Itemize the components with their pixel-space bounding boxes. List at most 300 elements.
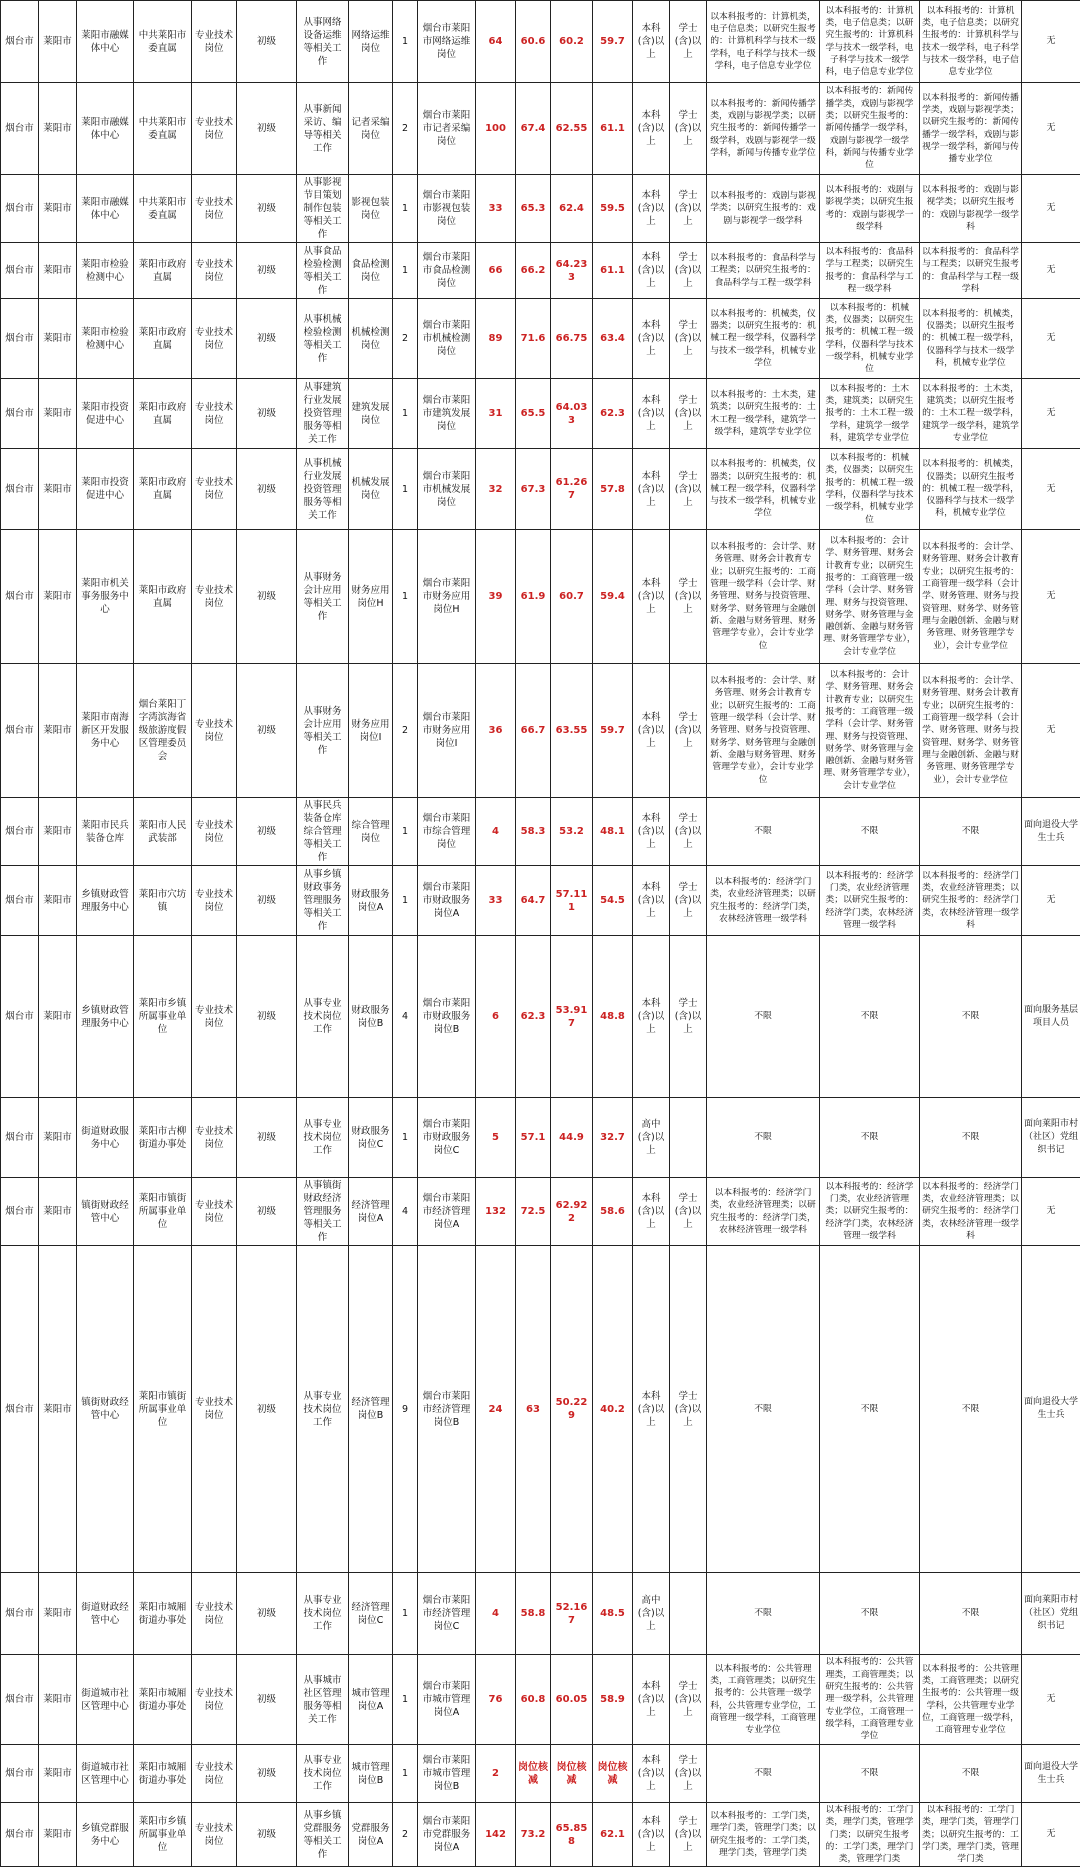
major-req-cell-1: 不限 bbox=[707, 1745, 820, 1803]
table-row bbox=[1, 1, 1080, 83]
applicants-cell: 100 bbox=[476, 83, 516, 175]
post-cell: 财政服务岗位C bbox=[349, 1098, 393, 1178]
average-score-cell: 岗位核减 bbox=[551, 1745, 593, 1803]
post-cell: 财政服务岗位A bbox=[349, 866, 393, 936]
major-req-cell-2: 以本科报考的：工学门类，理学门类，管理学门类；以研究生报考的：工学门类，理学门类，管理学门类 bbox=[820, 1803, 920, 1867]
major-req-cell-3: 以本科报考的：食品科学与工程类；以研究生报考的：食品科学与工程一级学科 bbox=[920, 243, 1022, 299]
county-cell: 莱阳市 bbox=[39, 299, 77, 379]
table-row bbox=[1, 1098, 1080, 1178]
major-req-cell-2: 以本科报考的：机械类，仪器类；以研究生报考的：机械工程一级学科，仪器科学与技术一级学科，机械专业学位 bbox=[820, 449, 920, 530]
note-cell: 无 bbox=[1022, 1178, 1080, 1246]
table-row bbox=[1, 83, 1080, 175]
lowest-score-cell: 59.4 bbox=[593, 530, 633, 664]
education-cell: 本科(含)以上 bbox=[633, 1178, 670, 1246]
applicants-cell: 32 bbox=[476, 449, 516, 530]
average-score-cell: 62.4 bbox=[551, 175, 593, 243]
highest-score-cell: 73.2 bbox=[516, 1803, 551, 1867]
post-code-cell: 烟台市莱阳市城市管理岗位B bbox=[418, 1745, 476, 1803]
applicants-cell: 39 bbox=[476, 530, 516, 664]
level-cell: 初级 bbox=[237, 1745, 297, 1803]
education-cell: 本科(含)以上 bbox=[633, 530, 670, 664]
unit-cell: 乡镇财政管理服务中心 bbox=[77, 866, 134, 936]
quota-cell: 2 bbox=[393, 83, 418, 175]
major-req-cell-1: 不限 bbox=[707, 1246, 820, 1573]
major-req-cell-3: 以本科报考的：经济学门类，农业经济管理类；以研究生报考的：经济学门类，农林经济管理一级学科 bbox=[920, 866, 1022, 936]
applicants-cell: 31 bbox=[476, 379, 516, 449]
average-score-cell: 62.55 bbox=[551, 83, 593, 175]
major-req-cell-2: 以本科报考的：计算机类，电子信息类；以研究生报考的：计算机科学与技术一级学科，电子科学与技术一级学科，电子信息专业学位 bbox=[820, 1, 920, 83]
table-row bbox=[1, 664, 1080, 798]
city-cell: 烟台市 bbox=[1, 1178, 39, 1246]
table-row bbox=[1, 530, 1080, 664]
duty-cell: 从事机械检验检测等相关工作 bbox=[297, 299, 349, 379]
quota-cell: 1 bbox=[393, 530, 418, 664]
post-code-cell: 烟台市莱阳市财政服务岗位A bbox=[418, 866, 476, 936]
quota-cell: 2 bbox=[393, 664, 418, 798]
post-cell: 党群服务岗位A bbox=[349, 1803, 393, 1867]
city-cell: 烟台市 bbox=[1, 83, 39, 175]
category-cell: 专业技术岗位 bbox=[192, 1098, 237, 1178]
highest-score-cell: 65.5 bbox=[516, 379, 551, 449]
average-score-cell: 64.233 bbox=[551, 243, 593, 299]
education-cell: 本科(含)以上 bbox=[633, 1246, 670, 1573]
degree-cell: 学士(含)以上 bbox=[670, 866, 707, 936]
table-row bbox=[1, 449, 1080, 530]
education-cell: 本科(含)以上 bbox=[633, 83, 670, 175]
applicants-cell: 5 bbox=[476, 1098, 516, 1178]
category-cell: 专业技术岗位 bbox=[192, 936, 237, 1098]
average-score-cell: 60.05 bbox=[551, 1655, 593, 1745]
county-cell: 莱阳市 bbox=[39, 1, 77, 83]
applicants-cell: 142 bbox=[476, 1803, 516, 1867]
county-cell: 莱阳市 bbox=[39, 1178, 77, 1246]
table-row bbox=[1, 1246, 1080, 1573]
supervisor-cell: 莱阳市人民武装部 bbox=[134, 798, 192, 866]
category-cell: 专业技术岗位 bbox=[192, 664, 237, 798]
post-code-cell: 烟台市莱阳市经济管理岗位A bbox=[418, 1178, 476, 1246]
county-cell: 莱阳市 bbox=[39, 1573, 77, 1655]
county-cell: 莱阳市 bbox=[39, 866, 77, 936]
level-cell: 初级 bbox=[237, 175, 297, 243]
post-code-cell: 烟台市莱阳市影视包装岗位 bbox=[418, 175, 476, 243]
average-score-cell: 60.2 bbox=[551, 1, 593, 83]
education-cell: 本科(含)以上 bbox=[633, 175, 670, 243]
duty-cell: 从事专业技术岗位工作 bbox=[297, 1745, 349, 1803]
note-cell: 无 bbox=[1022, 1, 1080, 83]
note-cell: 无 bbox=[1022, 83, 1080, 175]
lowest-score-cell: 62.1 bbox=[593, 1803, 633, 1867]
post-code-cell: 烟台市莱阳市城市管理岗位A bbox=[418, 1655, 476, 1745]
lowest-score-cell: 63.4 bbox=[593, 299, 633, 379]
major-req-cell-1: 以本科报考的：公共管理类，工商管理类；以研究生报考的：公共管理一级学科，公共管理专业学位，工商管理一级学科，工商管理专业学位 bbox=[707, 1655, 820, 1745]
degree-cell: 学士(含)以上 bbox=[670, 1178, 707, 1246]
unit-cell: 莱阳市投资促进中心 bbox=[77, 449, 134, 530]
post-cell: 经济管理岗位B bbox=[349, 1246, 393, 1573]
level-cell: 初级 bbox=[237, 1, 297, 83]
lowest-score-cell: 59.7 bbox=[593, 1, 633, 83]
city-cell: 烟台市 bbox=[1, 449, 39, 530]
supervisor-cell: 莱阳市乡镇所属事业单位 bbox=[134, 1803, 192, 1867]
county-cell: 莱阳市 bbox=[39, 1745, 77, 1803]
lowest-score-cell: 54.5 bbox=[593, 866, 633, 936]
post-code-cell: 烟台市莱阳市党群服务岗位A bbox=[418, 1803, 476, 1867]
duty-cell: 从事专业技术岗位工作 bbox=[297, 1573, 349, 1655]
quota-cell: 2 bbox=[393, 1803, 418, 1867]
quota-cell: 1 bbox=[393, 243, 418, 299]
note-cell: 无 bbox=[1022, 1655, 1080, 1745]
quota-cell: 1 bbox=[393, 798, 418, 866]
duty-cell: 从事城市社区管理服务等相关工作 bbox=[297, 1655, 349, 1745]
post-code-cell: 烟台市莱阳市经济管理岗位B bbox=[418, 1246, 476, 1573]
supervisor-cell: 莱阳市乡镇所属事业单位 bbox=[134, 936, 192, 1098]
duty-cell: 从事食品检验检测等相关工作 bbox=[297, 243, 349, 299]
duty-cell: 从事乡镇财政事务管理服务等相关工作 bbox=[297, 866, 349, 936]
unit-cell: 莱阳市融媒体中心 bbox=[77, 1, 134, 83]
highest-score-cell: 64.7 bbox=[516, 866, 551, 936]
unit-cell: 街道财政经管中心 bbox=[77, 1573, 134, 1655]
applicants-cell: 64 bbox=[476, 1, 516, 83]
degree-cell: 学士(含)以上 bbox=[670, 1, 707, 83]
county-cell: 莱阳市 bbox=[39, 1655, 77, 1745]
table-row bbox=[1, 866, 1080, 936]
table-row bbox=[1, 379, 1080, 449]
applicants-cell: 33 bbox=[476, 175, 516, 243]
major-req-cell-3: 以本科报考的：戏剧与影视学类；以研究生报考的：戏剧与影视学一级学科 bbox=[920, 175, 1022, 243]
level-cell: 初级 bbox=[237, 243, 297, 299]
category-cell: 专业技术岗位 bbox=[192, 1178, 237, 1246]
average-score-cell: 44.9 bbox=[551, 1098, 593, 1178]
unit-cell: 莱阳市检验检测中心 bbox=[77, 243, 134, 299]
degree-cell bbox=[670, 1573, 707, 1655]
county-cell: 莱阳市 bbox=[39, 175, 77, 243]
major-req-cell-1: 以本科报考的：戏剧与影视学类；以研究生报考的：戏剧与影视学一级学科 bbox=[707, 175, 820, 243]
note-cell: 无 bbox=[1022, 175, 1080, 243]
duty-cell: 从事专业技术岗位工作 bbox=[297, 1098, 349, 1178]
education-cell: 高中(含)以上 bbox=[633, 1098, 670, 1178]
highest-score-cell: 67.4 bbox=[516, 83, 551, 175]
highest-score-cell: 58.8 bbox=[516, 1573, 551, 1655]
education-cell: 本科(含)以上 bbox=[633, 936, 670, 1098]
major-req-cell-2: 以本科报考的：新闻传播学类，戏剧与影视学类；以研究生报考的：新闻传播学一级学科，戏剧与影视学一级学科，新闻与传播专业学位 bbox=[820, 83, 920, 175]
post-code-cell: 烟台市莱阳市经济管理岗位C bbox=[418, 1573, 476, 1655]
category-cell: 专业技术岗位 bbox=[192, 798, 237, 866]
unit-cell: 乡镇财政管理服务中心 bbox=[77, 936, 134, 1098]
lowest-score-cell: 61.1 bbox=[593, 243, 633, 299]
county-cell: 莱阳市 bbox=[39, 379, 77, 449]
post-code-cell: 烟台市莱阳市财政服务岗位C bbox=[418, 1098, 476, 1178]
major-req-cell-3: 以本科报考的：新闻传播学类，戏剧与影视学类；以研究生报考的：新闻传播学一级学科，戏剧与影视学一级学科，新闻与传播专业学位 bbox=[920, 83, 1022, 175]
level-cell: 初级 bbox=[237, 449, 297, 530]
degree-cell bbox=[670, 1098, 707, 1178]
category-cell: 专业技术岗位 bbox=[192, 83, 237, 175]
quota-cell: 9 bbox=[393, 1246, 418, 1573]
supervisor-cell: 烟台莱阳丁字湾滨海省级旅游度假区管理委员会 bbox=[134, 664, 192, 798]
degree-cell: 学士(含)以上 bbox=[670, 798, 707, 866]
post-cell: 机械检测岗位 bbox=[349, 299, 393, 379]
post-code-cell: 烟台市莱阳市食品检测岗位 bbox=[418, 243, 476, 299]
level-cell: 初级 bbox=[237, 1246, 297, 1573]
level-cell: 初级 bbox=[237, 83, 297, 175]
major-req-cell-2: 不限 bbox=[820, 936, 920, 1098]
major-req-cell-3: 以本科报考的：工学门类，理学门类，管理学门类；以研究生报考的：工学门类，理学门类，管理学门类 bbox=[920, 1803, 1022, 1867]
post-cell: 城市管理岗位A bbox=[349, 1655, 393, 1745]
lowest-score-cell: 48.8 bbox=[593, 936, 633, 1098]
major-req-cell-2: 不限 bbox=[820, 798, 920, 866]
post-cell: 影视包装岗位 bbox=[349, 175, 393, 243]
city-cell: 烟台市 bbox=[1, 1803, 39, 1867]
major-req-cell-2: 不限 bbox=[820, 1246, 920, 1573]
city-cell: 烟台市 bbox=[1, 530, 39, 664]
highest-score-cell: 60.6 bbox=[516, 1, 551, 83]
post-code-cell: 烟台市莱阳市记者采编岗位 bbox=[418, 83, 476, 175]
highest-score-cell: 57.1 bbox=[516, 1098, 551, 1178]
note-cell: 无 bbox=[1022, 379, 1080, 449]
note-cell: 无 bbox=[1022, 299, 1080, 379]
supervisor-cell: 莱阳市镇街所属事业单位 bbox=[134, 1246, 192, 1573]
supervisor-cell: 莱阳市政府直属 bbox=[134, 243, 192, 299]
average-score-cell: 63.55 bbox=[551, 664, 593, 798]
quota-cell: 1 bbox=[393, 1745, 418, 1803]
quota-cell: 1 bbox=[393, 1098, 418, 1178]
major-req-cell-3: 以本科报考的：机械类，仪器类；以研究生报考的：机械工程一级学科，仪器科学与技术一级学科，机械专业学位 bbox=[920, 449, 1022, 530]
major-req-cell-1: 以本科报考的：计算机类，电子信息类；以研究生报考的：计算机科学与技术一级学科，电子科学与技术一级学科，电子信息专业学位 bbox=[707, 1, 820, 83]
level-cell: 初级 bbox=[237, 866, 297, 936]
post-cell: 财务应用岗位H bbox=[349, 530, 393, 664]
highest-score-cell: 63 bbox=[516, 1246, 551, 1573]
unit-cell: 莱阳市融媒体中心 bbox=[77, 83, 134, 175]
category-cell: 专业技术岗位 bbox=[192, 1573, 237, 1655]
unit-cell: 街道财政服务中心 bbox=[77, 1098, 134, 1178]
highest-score-cell: 65.3 bbox=[516, 175, 551, 243]
education-cell: 本科(含)以上 bbox=[633, 664, 670, 798]
degree-cell: 学士(含)以上 bbox=[670, 1246, 707, 1573]
supervisor-cell: 莱阳市镇街所属事业单位 bbox=[134, 1178, 192, 1246]
degree-cell: 学士(含)以上 bbox=[670, 530, 707, 664]
category-cell: 专业技术岗位 bbox=[192, 530, 237, 664]
unit-cell: 莱阳市南海新区开发服务中心 bbox=[77, 664, 134, 798]
average-score-cell: 53.2 bbox=[551, 798, 593, 866]
highest-score-cell: 岗位核减 bbox=[516, 1745, 551, 1803]
city-cell: 烟台市 bbox=[1, 243, 39, 299]
major-req-cell-2: 以本科报考的：戏剧与影视学类；以研究生报考的：戏剧与影视学一级学科 bbox=[820, 175, 920, 243]
supervisor-cell: 莱阳市城厢街道办事处 bbox=[134, 1745, 192, 1803]
post-cell: 建筑发展岗位 bbox=[349, 379, 393, 449]
city-cell: 烟台市 bbox=[1, 1, 39, 83]
highest-score-cell: 61.9 bbox=[516, 530, 551, 664]
table-row bbox=[1, 1573, 1080, 1655]
applicants-cell: 33 bbox=[476, 866, 516, 936]
education-cell: 本科(含)以上 bbox=[633, 299, 670, 379]
duty-cell: 从事乡镇党群服务等相关工作 bbox=[297, 1803, 349, 1867]
supervisor-cell: 莱阳市政府直属 bbox=[134, 449, 192, 530]
post-cell: 城市管理岗位B bbox=[349, 1745, 393, 1803]
post-cell: 食品检测岗位 bbox=[349, 243, 393, 299]
county-cell: 莱阳市 bbox=[39, 449, 77, 530]
average-score-cell: 62.922 bbox=[551, 1178, 593, 1246]
post-cell: 综合管理岗位 bbox=[349, 798, 393, 866]
major-req-cell-1: 以本科报考的：会计学、财务管理、财务会计教育专业；以研究生报考的：工商管理一级学科（会计学、财务管理、财务与投资管理、财务学、财务管理与金融创新、金融与财务管理、财务管理学专业），会计专业学位 bbox=[707, 664, 820, 798]
note-cell: 面向退役大学生士兵 bbox=[1022, 1246, 1080, 1573]
table-row bbox=[1, 1803, 1080, 1867]
applicants-cell: 66 bbox=[476, 243, 516, 299]
post-cell: 经济管理岗位A bbox=[349, 1178, 393, 1246]
category-cell: 专业技术岗位 bbox=[192, 379, 237, 449]
city-cell: 烟台市 bbox=[1, 1098, 39, 1178]
major-req-cell-3: 不限 bbox=[920, 1246, 1022, 1573]
highest-score-cell: 66.7 bbox=[516, 664, 551, 798]
level-cell: 初级 bbox=[237, 379, 297, 449]
table-row bbox=[1, 299, 1080, 379]
duty-cell: 从事民兵装备仓库综合管理等相关工作 bbox=[297, 798, 349, 866]
lowest-score-cell: 59.7 bbox=[593, 664, 633, 798]
major-req-cell-3: 以本科报考的：会计学、财务管理、财务会计教育专业；以研究生报考的：工商管理一级学科（会计学、财务管理、财务与投资管理、财务学、财务管理与金融创新、金融与财务管理、财务管理学专业），会计专业学位 bbox=[920, 530, 1022, 664]
highest-score-cell: 67.3 bbox=[516, 449, 551, 530]
major-req-cell-2: 以本科报考的：机械类，仪器类；以研究生报考的：机械工程一级学科，仪器科学与技术一级学科，机械专业学位 bbox=[820, 299, 920, 379]
major-req-cell-2: 以本科报考的：经济学门类，农业经济管理类；以研究生报考的：经济学门类，农林经济管理一级学科 bbox=[820, 1178, 920, 1246]
category-cell: 专业技术岗位 bbox=[192, 175, 237, 243]
county-cell: 莱阳市 bbox=[39, 936, 77, 1098]
unit-cell: 镇街财政经管中心 bbox=[77, 1178, 134, 1246]
county-cell: 莱阳市 bbox=[39, 1246, 77, 1573]
education-cell: 本科(含)以上 bbox=[633, 449, 670, 530]
quota-cell: 4 bbox=[393, 936, 418, 1098]
duty-cell: 从事机械行业发展投资管理服务等相关工作 bbox=[297, 449, 349, 530]
duty-cell: 从事网络设备运维等相关工作 bbox=[297, 1, 349, 83]
quota-cell: 1 bbox=[393, 866, 418, 936]
table-row bbox=[1, 1745, 1080, 1803]
lowest-score-cell: 59.5 bbox=[593, 175, 633, 243]
post-code-cell: 烟台市莱阳市财务应用岗位I bbox=[418, 664, 476, 798]
supervisor-cell: 莱阳市城厢街道办事处 bbox=[134, 1655, 192, 1745]
note-cell: 无 bbox=[1022, 866, 1080, 936]
unit-cell: 莱阳市投资促进中心 bbox=[77, 379, 134, 449]
county-cell: 莱阳市 bbox=[39, 1098, 77, 1178]
county-cell: 莱阳市 bbox=[39, 83, 77, 175]
post-cell: 机械发展岗位 bbox=[349, 449, 393, 530]
supervisor-cell: 中共莱阳市委直属 bbox=[134, 83, 192, 175]
average-score-cell: 57.111 bbox=[551, 866, 593, 936]
major-req-cell-3: 不限 bbox=[920, 936, 1022, 1098]
degree-cell: 学士(含)以上 bbox=[670, 664, 707, 798]
major-req-cell-3: 以本科报考的：经济学门类，农业经济管理类；以研究生报考的：经济学门类，农林经济管理一级学科 bbox=[920, 1178, 1022, 1246]
major-req-cell-1: 不限 bbox=[707, 1573, 820, 1655]
county-cell: 莱阳市 bbox=[39, 1803, 77, 1867]
category-cell: 专业技术岗位 bbox=[192, 299, 237, 379]
degree-cell: 学士(含)以上 bbox=[670, 83, 707, 175]
major-req-cell-3: 不限 bbox=[920, 1573, 1022, 1655]
lowest-score-cell: 57.8 bbox=[593, 449, 633, 530]
lowest-score-cell: 48.5 bbox=[593, 1573, 633, 1655]
county-cell: 莱阳市 bbox=[39, 530, 77, 664]
degree-cell: 学士(含)以上 bbox=[670, 1745, 707, 1803]
quota-cell: 1 bbox=[393, 379, 418, 449]
average-score-cell: 65.858 bbox=[551, 1803, 593, 1867]
category-cell: 专业技术岗位 bbox=[192, 449, 237, 530]
table-row bbox=[1, 175, 1080, 243]
major-req-cell-2: 以本科报考的：会计学、财务管理、财务会计教育专业；以研究生报考的：工商管理一级学科（会计学、财务管理、财务与投资管理、财务学、财务管理与金融创新、金融与财务管理、财务管理学专业），会计专业学位 bbox=[820, 664, 920, 798]
category-cell: 专业技术岗位 bbox=[192, 243, 237, 299]
applicants-cell: 76 bbox=[476, 1655, 516, 1745]
duty-cell: 从事专业技术岗位工作 bbox=[297, 1246, 349, 1573]
major-req-cell-2: 不限 bbox=[820, 1573, 920, 1655]
applicants-cell: 24 bbox=[476, 1246, 516, 1573]
level-cell: 初级 bbox=[237, 1098, 297, 1178]
lowest-score-cell: 40.2 bbox=[593, 1246, 633, 1573]
average-score-cell: 50.229 bbox=[551, 1246, 593, 1573]
education-cell: 本科(含)以上 bbox=[633, 1655, 670, 1745]
quota-cell: 4 bbox=[393, 1178, 418, 1246]
major-req-cell-1: 以本科报考的：土木类，建筑类；以研究生报考的：土木工程一级学科，建筑学一级学科，建筑学专业学位 bbox=[707, 379, 820, 449]
lowest-score-cell: 48.1 bbox=[593, 798, 633, 866]
category-cell: 专业技术岗位 bbox=[192, 1803, 237, 1867]
average-score-cell: 61.267 bbox=[551, 449, 593, 530]
quota-cell: 1 bbox=[393, 1, 418, 83]
degree-cell: 学士(含)以上 bbox=[670, 449, 707, 530]
unit-cell: 莱阳市民兵装备仓库 bbox=[77, 798, 134, 866]
major-req-cell-2: 不限 bbox=[820, 1745, 920, 1803]
lowest-score-cell: 岗位核减 bbox=[593, 1745, 633, 1803]
degree-cell: 学士(含)以上 bbox=[670, 1655, 707, 1745]
major-req-cell-3: 以本科报考的：会计学、财务管理、财务会计教育专业；以研究生报考的：工商管理一级学科（会计学、财务管理、财务与投资管理、财务学、财务管理与金融创新、金融与财务管理、财务管理学专业），会计专业学位 bbox=[920, 664, 1022, 798]
major-req-cell-1: 以本科报考的：机械类，仪器类；以研究生报考的：机械工程一级学科，仪器科学与技术一级学科，机械专业学位 bbox=[707, 299, 820, 379]
category-cell: 专业技术岗位 bbox=[192, 1, 237, 83]
highest-score-cell: 72.5 bbox=[516, 1178, 551, 1246]
lowest-score-cell: 58.9 bbox=[593, 1655, 633, 1745]
education-cell: 本科(含)以上 bbox=[633, 379, 670, 449]
quota-cell: 1 bbox=[393, 449, 418, 530]
applicants-cell: 4 bbox=[476, 798, 516, 866]
major-req-cell-1: 以本科报考的：机械类，仪器类；以研究生报考的：机械工程一级学科，仪器科学与技术一级学科，机械专业学位 bbox=[707, 449, 820, 530]
duty-cell: 从事财务会计应用等相关工作 bbox=[297, 530, 349, 664]
education-cell: 本科(含)以上 bbox=[633, 866, 670, 936]
post-code-cell: 烟台市莱阳市财务应用岗位H bbox=[418, 530, 476, 664]
unit-cell: 莱阳市机关事务服务中心 bbox=[77, 530, 134, 664]
city-cell: 烟台市 bbox=[1, 175, 39, 243]
average-score-cell: 66.75 bbox=[551, 299, 593, 379]
supervisor-cell: 中共莱阳市委直属 bbox=[134, 175, 192, 243]
level-cell: 初级 bbox=[237, 664, 297, 798]
quota-cell: 1 bbox=[393, 1573, 418, 1655]
city-cell: 烟台市 bbox=[1, 798, 39, 866]
major-req-cell-2: 不限 bbox=[820, 1098, 920, 1178]
table-row bbox=[1, 798, 1080, 866]
major-req-cell-2: 以本科报考的：经济学门类，农业经济管理类；以研究生报考的：经济学门类，农林经济管理一级学科 bbox=[820, 866, 920, 936]
note-cell: 面向退役大学生士兵 bbox=[1022, 1745, 1080, 1803]
post-code-cell: 烟台市莱阳市建筑发展岗位 bbox=[418, 379, 476, 449]
duty-cell: 从事财务会计应用等相关工作 bbox=[297, 664, 349, 798]
major-req-cell-1: 以本科报考的：会计学、财务管理、财务会计教育专业；以研究生报考的：工商管理一级学科（会计学、财务管理、财务与投资管理、财务学、财务管理与金融创新、金融与财务管理、财务管理学专业），会计专业学位 bbox=[707, 530, 820, 664]
major-req-cell-3: 以本科报考的：公共管理类，工商管理类；以研究生报考的：公共管理一级学科，公共管理专业学位，工商管理一级学科，工商管理专业学位 bbox=[920, 1655, 1022, 1745]
table-body bbox=[1, 1, 1080, 1867]
degree-cell: 学士(含)以上 bbox=[670, 1803, 707, 1867]
category-cell: 专业技术岗位 bbox=[192, 1745, 237, 1803]
unit-cell: 莱阳市融媒体中心 bbox=[77, 175, 134, 243]
table-row bbox=[1, 1178, 1080, 1246]
education-cell: 本科(含)以上 bbox=[633, 243, 670, 299]
lowest-score-cell: 62.3 bbox=[593, 379, 633, 449]
post-code-cell: 烟台市莱阳市财政服务岗位B bbox=[418, 936, 476, 1098]
category-cell: 专业技术岗位 bbox=[192, 1246, 237, 1573]
quota-cell: 1 bbox=[393, 175, 418, 243]
note-cell: 面向退役大学生士兵 bbox=[1022, 798, 1080, 866]
major-req-cell-1: 以本科报考的：经济学门类，农业经济管理类；以研究生报考的：经济学门类，农林经济管理一级学科 bbox=[707, 1178, 820, 1246]
major-req-cell-2: 以本科报考的：会计学、财务管理、财务会计教育专业；以研究生报考的：工商管理一级学科（会计学、财务管理、财务与投资管理、财务学、财务管理与金融创新、金融与财务管理、财务管理学专业），会计专业学位 bbox=[820, 530, 920, 664]
post-cell: 财务应用岗位I bbox=[349, 664, 393, 798]
post-cell: 经济管理岗位C bbox=[349, 1573, 393, 1655]
quota-cell: 2 bbox=[393, 299, 418, 379]
post-code-cell: 烟台市莱阳市网络运维岗位 bbox=[418, 1, 476, 83]
category-cell: 专业技术岗位 bbox=[192, 1655, 237, 1745]
